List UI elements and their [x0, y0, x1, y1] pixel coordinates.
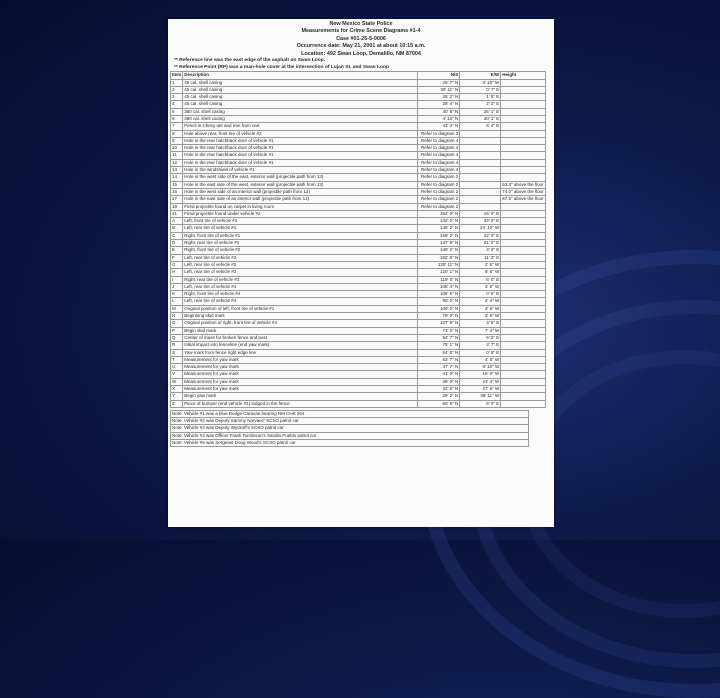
cell-ns: 29' 2" N [418, 393, 460, 400]
cell-item: V [171, 371, 183, 378]
cell-ew: 27' 6" W [460, 385, 501, 392]
cell-ns: 25' 2" N [418, 94, 460, 101]
cell-height [501, 305, 545, 312]
table-row [171, 152, 546, 159]
cell-height [501, 225, 545, 232]
cell-height [501, 167, 545, 174]
cell-ns: Refer to diagram 2 [418, 174, 460, 181]
table-row [171, 145, 546, 152]
cell-description: Hole in the west side of the east, exterior wall (projectile path from 13) [183, 174, 418, 181]
cell-ew: 21' 2" E [460, 240, 501, 247]
cell-ew: 6' 0" E [460, 276, 501, 283]
cell-height [501, 371, 545, 378]
table-row [171, 378, 546, 385]
table-row [171, 203, 546, 210]
cell-ew [460, 130, 501, 137]
table-row [171, 269, 546, 276]
cell-ns: Refer to diagram 4 [418, 145, 460, 152]
cell-height [501, 137, 545, 144]
reference-note: ** Reference Point (RP) was a man-hole cover at the intersection of Lujan St. and Swan Loop [174, 64, 389, 70]
vehicle-note-row [171, 418, 529, 425]
cell-ew: 8' 6" W [460, 313, 501, 320]
cell-description: 380 cal. shell casing [183, 116, 418, 123]
cell-height [501, 298, 545, 305]
cell-ns: Refer to diagram 3 [418, 130, 460, 137]
cell-ns: 4' 10" N [418, 116, 460, 123]
cell-ns: 145' 2" N [418, 225, 460, 232]
table-row [171, 79, 546, 86]
table-row [171, 225, 546, 232]
cell-ew: 11' 3" E [460, 254, 501, 261]
cell-description: Hole above rear, front tire of vehicle #2 [183, 130, 418, 137]
cell-ns: 40' 8" N [418, 108, 460, 115]
table-row [171, 101, 546, 108]
cell-ew: 9' 10" W [460, 364, 501, 371]
cell-description: Original position of left, front tire of vehicle #1 [183, 305, 418, 312]
cell-description: Original position of right, front tire of vehicle #4 [183, 320, 418, 327]
cell-height [501, 210, 545, 217]
cell-height [501, 313, 545, 320]
cell-height [501, 254, 545, 261]
cell-item: I [171, 276, 183, 283]
cell-ns: Refer to diagram 2 [418, 188, 460, 195]
cell-height [501, 283, 545, 290]
cell-item: N [171, 313, 183, 320]
cell-height [501, 400, 545, 407]
cell-description: Measurement for yaw mark [183, 378, 418, 385]
cell-ns: 100' 0" N [418, 305, 460, 312]
cell-height [501, 203, 545, 210]
column-header-ns: N/S [418, 72, 460, 79]
cell-ew: 3' 2" E [460, 247, 501, 254]
cell-item: E [171, 247, 183, 254]
cell-height: 63.3" above the floor [502, 181, 544, 187]
table-row [171, 356, 546, 363]
cell-height [501, 94, 545, 101]
cell-ns: 28' 4" N [418, 101, 460, 108]
cell-ns: 32' 5" N [418, 385, 460, 392]
cell-height [501, 327, 545, 334]
vehicle-note: Note: Vehicle #3 was Deputy Wyckoff's SCSO patrol car [171, 425, 529, 432]
cell-description: Piece of bumper (end vehicle #1) lodged in the fence [183, 400, 418, 407]
cell-item: L [171, 298, 183, 305]
cell-ns: 26' 7" N [418, 79, 460, 86]
table-row [171, 123, 546, 130]
cell-item: A [171, 218, 183, 225]
header-line: Location: 492 Swan Loop, Demalillo, NM 87004 [301, 50, 421, 57]
table-row [171, 276, 546, 283]
cell-ns: Refer to diagram 2 [418, 181, 460, 188]
measurements-table [170, 71, 546, 408]
reference-note: ** Reference line was the east edge of the asphalt on Swan Loop. [174, 58, 326, 64]
table-row [171, 261, 546, 268]
cell-ns: 142' 0" N [418, 218, 460, 225]
cell-item: 18 [171, 203, 183, 210]
cell-description: 380 cal. shell casing [183, 108, 418, 115]
cell-ew: 3' 10" W [460, 79, 501, 86]
vehicle-note: Note: Vehicle #4 was Officer Frank Tomlinson's Sandia Pueblo patrol car [171, 432, 529, 439]
cell-ns: 152' 0" N [418, 210, 460, 217]
cell-height: 67.5" above the floor [502, 196, 544, 202]
cell-ew [460, 203, 501, 210]
cell-ns: 147' 9" N [418, 240, 460, 247]
cell-height [501, 364, 545, 371]
vehicle-note: Note: Vehicle #5 was Sergeant Doug Wood's SCSO patrol car [171, 440, 529, 447]
cell-height [501, 378, 545, 385]
column-header-description: Description [183, 72, 418, 79]
table-row [171, 86, 546, 93]
cell-ew: 0' 7" E [460, 86, 501, 93]
cell-description: 45 cal. shell casing [183, 79, 418, 86]
cell-item: Z [171, 400, 183, 407]
table-row [171, 232, 546, 239]
cell-ew [460, 152, 501, 159]
cell-ew [460, 145, 501, 152]
cell-ns: Refer to diagram 4 [418, 159, 460, 166]
cell-ew: 7' 4" W [460, 327, 501, 334]
cell-description: Right, front tire of vehicle #1 [183, 232, 418, 239]
cell-height [501, 232, 545, 239]
table-row [171, 305, 546, 312]
cell-item: 11 [171, 152, 183, 159]
cell-ns: 120' 1" N [418, 269, 460, 276]
cell-ns: 79' 0" N [418, 313, 460, 320]
cell-description: Hole in the rear hatchback door of vehicle #1 [183, 137, 418, 144]
cell-height [501, 276, 545, 283]
cell-height [501, 356, 545, 363]
cell-ew [460, 181, 501, 188]
cell-height [501, 385, 545, 392]
cell-ns: 54' 7" N [418, 334, 460, 341]
cell-description: Left, rear tire of vehicle #2 [183, 254, 418, 261]
cell-ew: 4' 5" W [460, 356, 501, 363]
header-line: Measurements for Crime Scene Diagrams #1-4 [301, 28, 421, 35]
cell-ns: Refer to diagram 4 [418, 137, 460, 144]
cell-item: Q [171, 334, 183, 341]
cell-ew: 38' 11" W [460, 393, 501, 400]
cell-description: Yaw mark from fence right edge line [183, 349, 418, 356]
table-row [171, 137, 546, 144]
cell-description: Begin skid mark [183, 327, 418, 334]
cell-height [501, 291, 545, 298]
table-row [171, 320, 546, 327]
table-row [171, 218, 546, 225]
cell-item: K [171, 291, 183, 298]
table-row [171, 393, 546, 400]
cell-ns: 54' 5" N [418, 349, 460, 356]
cell-ns: Refer to diagram 2 [418, 203, 460, 210]
table-row [171, 210, 546, 217]
vehicle-notes-table [170, 410, 529, 447]
cell-item: 8 [171, 130, 183, 137]
cell-item: 3 [171, 94, 183, 101]
table-row [171, 116, 546, 123]
table-row [171, 240, 546, 247]
cell-ns: Refer to diagram 2 [418, 196, 460, 203]
table-row [171, 342, 546, 349]
cell-height [501, 174, 545, 181]
reference-notes [168, 58, 554, 71]
cell-ew [460, 167, 501, 174]
cell-ew: 2' 4" W [460, 298, 501, 305]
cell-ns: 90' 0" N [418, 298, 460, 305]
vehicle-note-row [171, 440, 529, 447]
cell-item: P [171, 327, 183, 334]
cell-ew: 6' 4" E [460, 123, 501, 130]
cell-description: Center of mass for broken fence and post [183, 334, 418, 341]
cell-height [501, 218, 545, 225]
cell-ew: 6' 3" E [460, 334, 501, 341]
vehicle-note: Note: Vehicle #2 was Deputy Sammy Narvaez' SCSO patrol car [171, 418, 529, 425]
cell-item: 2 [171, 86, 183, 93]
cell-ew: 3' 5" E [460, 320, 501, 327]
table-row [171, 371, 546, 378]
cell-height [501, 334, 545, 341]
cell-item: Y [171, 393, 183, 400]
cell-ew [460, 196, 501, 203]
cell-ew: 3' 7" E [460, 342, 501, 349]
cell-description: Left, rear tire of vehicle #2 [183, 261, 418, 268]
cell-height [501, 159, 545, 166]
table-row [171, 167, 546, 174]
cell-ew [460, 188, 501, 195]
cell-ns: 47' 7" N [418, 364, 460, 371]
cell-height [501, 247, 545, 254]
cell-ns: 71' 0" N [418, 327, 460, 334]
table-row [171, 385, 546, 392]
cell-ew: 24' 10" W [460, 225, 501, 232]
table-row [171, 196, 546, 203]
cell-item: C [171, 232, 183, 239]
header-line: Case #01-25-5-0006 [336, 35, 386, 42]
cell-ew [460, 159, 501, 166]
cell-ew: 2' 3" E [460, 101, 501, 108]
cell-height: 74.0" above the floor [502, 188, 544, 194]
cell-ns: 30' 11" N [418, 86, 460, 93]
cell-ns: 43' 3" N [418, 123, 460, 130]
cell-item: 10 [171, 145, 183, 152]
cell-ew: 22' 3" E [460, 232, 501, 239]
cell-description: Right, front tire of vehicle #4 [183, 291, 418, 298]
cell-item: O [171, 320, 183, 327]
cell-ns: 169' 2" N [418, 232, 460, 239]
table-row [171, 349, 546, 356]
cell-item: 4 [171, 101, 183, 108]
cell-item: D [171, 240, 183, 247]
table-row [171, 327, 546, 334]
table-row [171, 159, 546, 166]
cell-ew: 8' 6" W [460, 269, 501, 276]
cell-description: Right, rear tire of vehicle #3 [183, 276, 418, 283]
cell-description: Hole in the east side of an interior wall (projectile path from 13) [183, 196, 418, 203]
column-header-ew: E/W [460, 72, 501, 79]
cell-item: 9 [171, 137, 183, 144]
cell-height [501, 108, 545, 115]
vehicle-note-row [171, 410, 529, 417]
cell-ns: 53' 7" N [418, 356, 460, 363]
cell-item: M [171, 305, 183, 312]
cell-ns: 130' 11" N [418, 261, 460, 268]
column-header-height: Height [501, 72, 545, 79]
cell-height [501, 393, 545, 400]
cell-height [501, 349, 545, 356]
document-header [168, 19, 554, 58]
cell-height [501, 116, 545, 123]
cell-ew [460, 137, 501, 144]
cell-description: Begin yaw mark [183, 393, 418, 400]
cell-ew: 3' 5" W [460, 283, 501, 290]
table-row [171, 334, 546, 341]
cell-item: T [171, 356, 183, 363]
cell-description: 45 cal. shell casing [183, 94, 418, 101]
cell-description: Measurement for yaw mark [183, 356, 418, 363]
table-row [171, 283, 546, 290]
cell-description: Fired projectile found under vehicle #2 [183, 210, 418, 217]
cell-item: 16 [171, 188, 183, 195]
cell-description: Hole in the windshield of vehicle #1 [183, 167, 418, 174]
table-row [171, 94, 546, 101]
cell-description: Left, front tire of vehicle #1 [183, 218, 418, 225]
cell-ns: 105' 6" N [418, 291, 460, 298]
vehicle-note-row [171, 432, 529, 439]
header-line: New Mexico State Police [329, 21, 393, 27]
table-row [171, 254, 546, 261]
cell-height [501, 79, 545, 86]
cell-item: H [171, 269, 183, 276]
cell-description: Left, rear tire of vehicle #3 [183, 269, 418, 276]
cell-item: 5 [171, 108, 183, 115]
cell-height [501, 342, 545, 349]
cell-description: Hole in the west side of an interior wall (projectile path from 13) [183, 188, 418, 195]
table-row [171, 298, 546, 305]
table-row [171, 364, 546, 371]
cell-height [501, 240, 545, 247]
table-row [171, 188, 546, 195]
cell-item: 12 [171, 159, 183, 166]
cell-ew: 33' 2" E [460, 218, 501, 225]
cell-item: 21 [171, 210, 183, 217]
cell-description: 45 cal. shell casing [183, 86, 418, 93]
cell-description: Hole in the rear hatchback door of vehicle #1 [183, 145, 418, 152]
cell-ew: 0' 8" E [460, 349, 501, 356]
cell-description: Left, rear tire of vehicle #4 [183, 283, 418, 290]
cell-ns: 36' 0" N [418, 378, 460, 385]
cell-height [501, 320, 545, 327]
cell-height [501, 152, 545, 159]
cell-ew: 26' 1" E [460, 108, 501, 115]
cell-ew: 23' 4" W [460, 378, 501, 385]
cell-ns: 60' 5" N [418, 400, 460, 407]
cell-description: Pencil in Chevy ute and tree from unit [183, 123, 418, 130]
cell-ew: 0' 5" E [460, 291, 501, 298]
cell-ns: 149' 2" N [418, 247, 460, 254]
table-row [171, 247, 546, 254]
cell-ns: 106' 4" N [418, 283, 460, 290]
cell-description: Measurement for yaw mark [183, 385, 418, 392]
cell-ns: 41' 0" N [418, 371, 460, 378]
cell-ns: Refer to diagram 4 [418, 167, 460, 174]
cell-description: 45 cal. shell casing [183, 101, 418, 108]
cell-item: G [171, 261, 183, 268]
cell-description: Right, front tire of vehicle #2 [183, 247, 418, 254]
cell-ew: 2' 6" W [460, 261, 501, 268]
cell-height [501, 101, 545, 108]
cell-description: Hole in the east side of the west, exterior wall (projectile path from 13) [183, 181, 418, 188]
cell-item: S [171, 349, 183, 356]
cell-item: X [171, 385, 183, 392]
cell-item: 1 [171, 79, 183, 86]
cell-description: Measurement for yaw mark [183, 371, 418, 378]
cell-ns: 107' 9" N [418, 320, 460, 327]
cell-description: Hole in the rear hatchback door of vehicle #1 [183, 152, 418, 159]
cell-item: F [171, 254, 183, 261]
vehicle-note-row [171, 425, 529, 432]
table-row [171, 130, 546, 137]
cell-ns: 162' 6" N [418, 254, 460, 261]
cell-item: W [171, 378, 183, 385]
cell-description: Left, rear tire of vehicle #4 [183, 298, 418, 305]
cell-ew: 1' 5" E [460, 94, 501, 101]
cell-ew: 15' 0" W [460, 371, 501, 378]
table-row [171, 400, 546, 407]
cell-ns: 75' 1" N [418, 342, 460, 349]
cell-description: Measurement for yaw mark [183, 364, 418, 371]
cell-ew: 3' 5" W [460, 305, 501, 312]
scanned-document [168, 19, 554, 527]
cell-ew [460, 174, 501, 181]
cell-description: Fired projectile found on carpet in living room [183, 203, 418, 210]
cell-description: Hole in the rear hatchback door of vehicle #1 [183, 159, 418, 166]
cell-height [501, 269, 545, 276]
cell-item: 17 [171, 196, 183, 203]
table-row [171, 313, 546, 320]
cell-ns: Refer to diagram 4 [418, 152, 460, 159]
cell-description: Initial impact into fenceline (end yaw mark) [183, 342, 418, 349]
cell-height [501, 145, 545, 152]
table-header-row [171, 72, 546, 79]
cell-item: 7 [171, 123, 183, 130]
cell-description: Beginning skid mark [183, 313, 418, 320]
cell-item: R [171, 342, 183, 349]
cell-item: 13 [171, 167, 183, 174]
cell-description: Left, rear tire of vehicle #1 [183, 225, 418, 232]
cell-ew: 30' 1" E [460, 116, 501, 123]
cell-item: 14 [171, 174, 183, 181]
vehicle-note: Note: Vehicle #1 was a blue Dodge Caravan bearing NM CHK 254 [171, 410, 529, 417]
column-header-item: Item [172, 72, 182, 78]
header-line: Occurrence date: May 21, 2001 at about 10:15 a.m. [296, 43, 426, 50]
cell-height [501, 130, 545, 137]
table-row [171, 291, 546, 298]
cell-ew: 16' 0" E [460, 210, 501, 217]
cell-item: U [171, 364, 183, 371]
cell-height [501, 86, 545, 93]
cell-description: Right, rear tire of vehicle #1 [183, 240, 418, 247]
table-row [171, 174, 546, 181]
cell-item: 15 [171, 181, 183, 188]
cell-item: J [171, 283, 183, 290]
cell-item: 6 [171, 116, 183, 123]
cell-item: B [171, 225, 183, 232]
cell-height [501, 123, 545, 130]
cell-ns: 119' 0" N [418, 276, 460, 283]
table-row [171, 181, 546, 188]
cell-ew: 6' 0" E [460, 400, 501, 407]
table-row [171, 108, 546, 115]
cell-height [501, 261, 545, 268]
